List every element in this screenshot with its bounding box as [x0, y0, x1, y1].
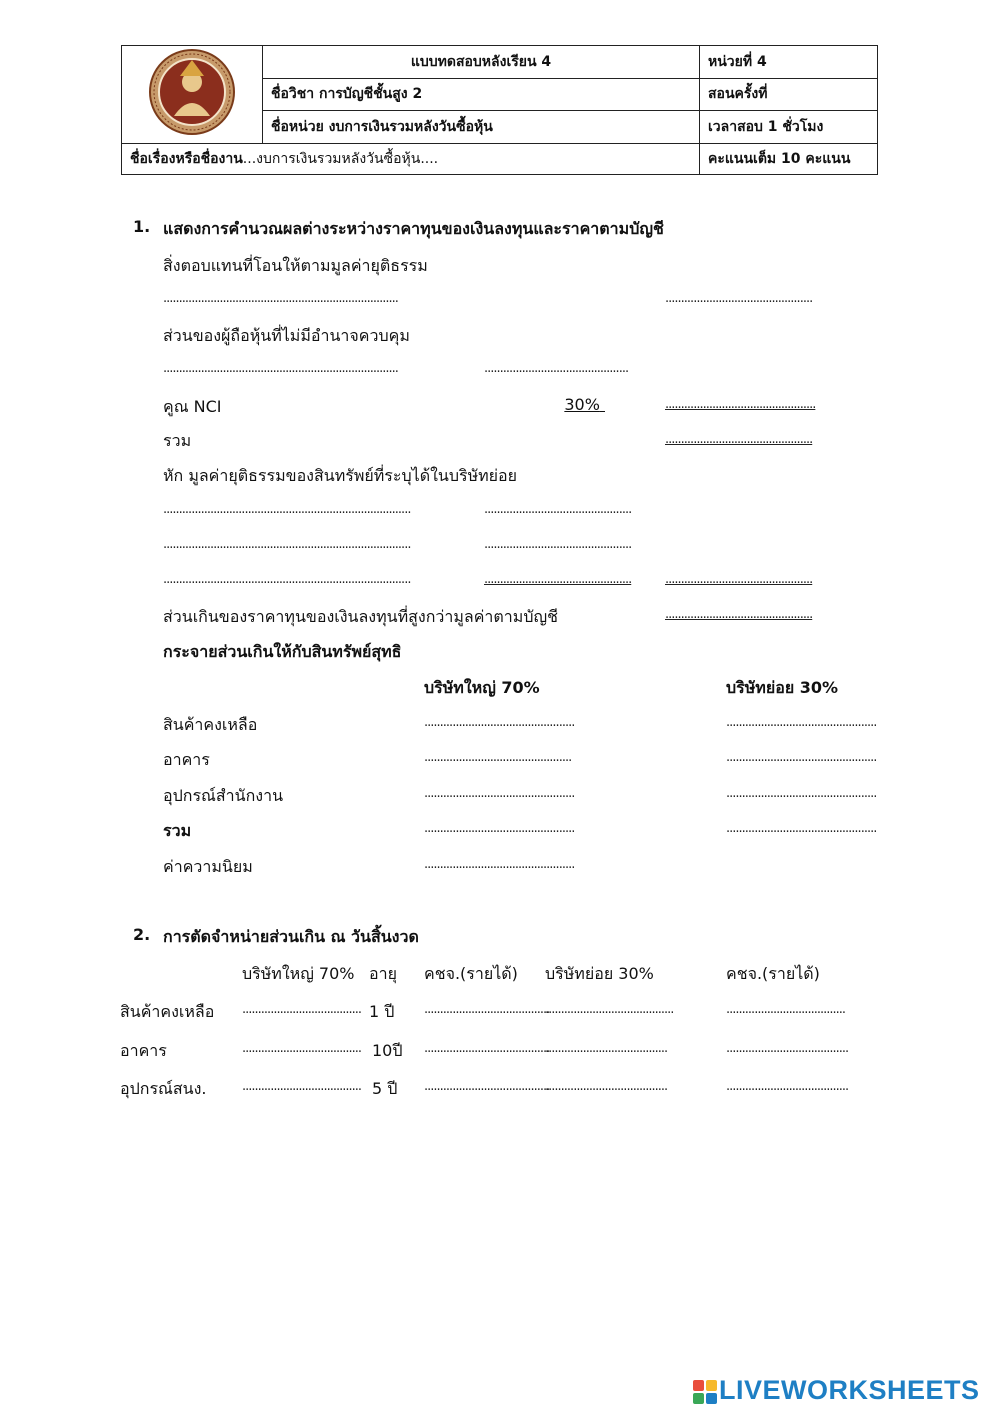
s2-equipment-amort2-input[interactable]: .......................................	[726, 1079, 849, 1094]
nci-base-input[interactable]: ..............................................	[484, 361, 629, 376]
s2-row-inventory: สินค้าคงเหลือ	[120, 1002, 215, 1021]
s2-row-building: อาคาร	[120, 1041, 167, 1060]
s2-equipment-life: 5 ปี	[372, 1079, 398, 1098]
alloc-row-total: รวม	[163, 821, 192, 840]
s2-header-sub: บริษัทย่อย 30%	[545, 964, 654, 983]
unit-name: ชื่อหน่วย งบการเงินรวมหลังวันซื้อหุ้น	[263, 111, 700, 144]
s2-header-amort1: คชจ.(รายได้)	[424, 964, 518, 983]
alloc-row-inventory: สินค้าคงเหลือ	[163, 715, 258, 734]
less-fv-label: หัก มูลค่ายุติธรรมของสินทรัพย์ที่ระบุได้ในบริษัทย่อย	[163, 466, 518, 485]
alloc-inventory-sub-input[interactable]: ................................................	[726, 715, 877, 730]
fv-total-input[interactable]: ...............................................	[665, 572, 813, 587]
liveworksheets-logo[interactable]	[693, 1375, 980, 1406]
alloc-row-building: อาคาร	[163, 750, 210, 769]
multiply-nci-label: คูณ NCI	[163, 397, 222, 416]
test-title: แบบทดสอบหลังเรียน 4	[263, 46, 700, 79]
s2-inventory-life: 1 ปี	[369, 1002, 395, 1021]
section2-number: 2.	[133, 925, 151, 944]
s2-inventory-amort1-input[interactable]: ........................................	[424, 1002, 550, 1017]
liveworksheets-icon	[693, 1380, 717, 1404]
s2-building-parent-input[interactable]: ......................................	[242, 1041, 362, 1056]
alloc-equipment-parent-input[interactable]: ................................................	[424, 786, 575, 801]
goodwill-label: ค่าความนิยม	[163, 857, 253, 876]
fv-desc-input-3[interactable]: ...............................................................................	[163, 572, 411, 587]
nci-desc-input[interactable]: ...........................................................................	[163, 361, 398, 376]
excess-amount-input[interactable]: ...............................................	[665, 607, 813, 622]
nci-rate	[484, 395, 605, 414]
section1-number: 1.	[133, 217, 151, 236]
logo-cell	[122, 46, 263, 144]
total-label: รวม	[163, 431, 192, 450]
fv-amount-input-1[interactable]: ...............................................	[484, 502, 632, 517]
session-label: สอนครั้งที่	[700, 78, 878, 111]
s2-building-amort1-input[interactable]: ........................................	[424, 1041, 550, 1056]
topic-label: ชื่อเรื่องหรือชื่องาน	[130, 151, 243, 167]
alloc-total-parent-input[interactable]: ................................................	[424, 821, 575, 836]
college-seal-icon	[122, 46, 262, 139]
alloc-building-sub-input[interactable]: ................................................	[726, 750, 877, 765]
s2-row-equipment: อุปกรณ์สนง.	[120, 1079, 207, 1098]
section1-title: แสดงการคำนวณผลต่างระหว่างราคาทุนของเงินลงทุนและราคาตามบัญชี	[163, 219, 664, 238]
fv-desc-input-1[interactable]: ...............................................................................	[163, 502, 411, 517]
s2-header-parent: บริษัทใหญ่ 70%	[242, 964, 355, 983]
alloc-building-parent-input[interactable]: ...............................................	[424, 750, 572, 765]
brand-text: LIVEWORKSHEETS	[719, 1375, 980, 1405]
consideration-desc-input[interactable]: ...........................................................................	[163, 291, 398, 306]
s2-building-life: 10ปี	[372, 1041, 403, 1060]
nci-label: ส่วนของผู้ถือหุ้นที่ไม่มีอำนาจควบคุม	[163, 326, 410, 345]
total-amount-input[interactable]: ...............................................	[665, 432, 813, 447]
alloc-row-equipment: อุปกรณ์สำนักงาน	[163, 786, 283, 805]
excess-label: ส่วนเกินของราคาทุนของเงินลงทุนที่สูงกว่ามูลค่าตามบัญชี	[163, 607, 558, 626]
s2-equipment-amort1-input[interactable]: ........................................	[424, 1079, 550, 1094]
header-table	[121, 45, 878, 175]
exam-time: เวลาสอบ 1 ชั่วโมง	[700, 111, 878, 144]
nci-amount-input[interactable]: ................................................	[665, 397, 816, 412]
s2-equipment-parent-input[interactable]: ......................................	[242, 1079, 362, 1094]
nci-rate-text: 30%	[564, 395, 600, 414]
alloc-inventory-parent-input[interactable]: ................................................	[424, 715, 575, 730]
s2-header-amort2: คชจ.(รายได้)	[726, 964, 820, 983]
fv-desc-input-2[interactable]: ...............................................................................	[163, 537, 411, 552]
s2-inventory-sub-input[interactable]: .........................................	[545, 1002, 674, 1017]
s2-building-sub-input[interactable]: .......................................	[545, 1041, 668, 1056]
topic-cell	[122, 144, 700, 175]
s2-equipment-sub-input[interactable]: .......................................	[545, 1079, 668, 1094]
allocate-title: กระจายส่วนเกินให้กับสินทรัพย์สุทธิ	[163, 642, 402, 661]
topic-value: ...งบการเงินรวมหลังวันซื้อหุ้น....	[242, 151, 439, 167]
col-parent-header: บริษัทใหญ่ 70%	[424, 678, 540, 697]
full-score: คะแนนเต็ม 10 คะแนน	[700, 144, 878, 175]
s2-building-amort2-input[interactable]: .......................................	[726, 1041, 849, 1056]
fv-amount-input-3[interactable]: ...............................................	[484, 572, 632, 587]
s2-inventory-amort2-input[interactable]: ......................................	[726, 1002, 846, 1017]
s2-header-life: อายุ	[369, 964, 397, 983]
col-sub-header: บริษัทย่อย 30%	[726, 678, 839, 697]
consideration-label: สิ่งตอบแทนที่โอนให้ตามมูลค่ายุติธรรม	[163, 256, 428, 275]
section2-title: การตัดจำหน่ายส่วนเกิน ณ วันสิ้นงวด	[163, 927, 419, 946]
alloc-total-sub-input[interactable]: ................................................	[726, 821, 877, 836]
goodwill-input[interactable]: ................................................	[424, 857, 575, 872]
consideration-amount-input[interactable]: ...............................................	[665, 291, 813, 306]
s2-inventory-parent-input[interactable]: ......................................	[242, 1002, 362, 1017]
unit-number: หน่วยที่ 4	[700, 46, 878, 79]
fv-amount-input-2[interactable]: ...............................................	[484, 537, 632, 552]
subject-name: ชื่อวิชา การบัญชีชั้นสูง 2	[263, 78, 700, 111]
alloc-equipment-sub-input[interactable]: ................................................	[726, 786, 877, 801]
